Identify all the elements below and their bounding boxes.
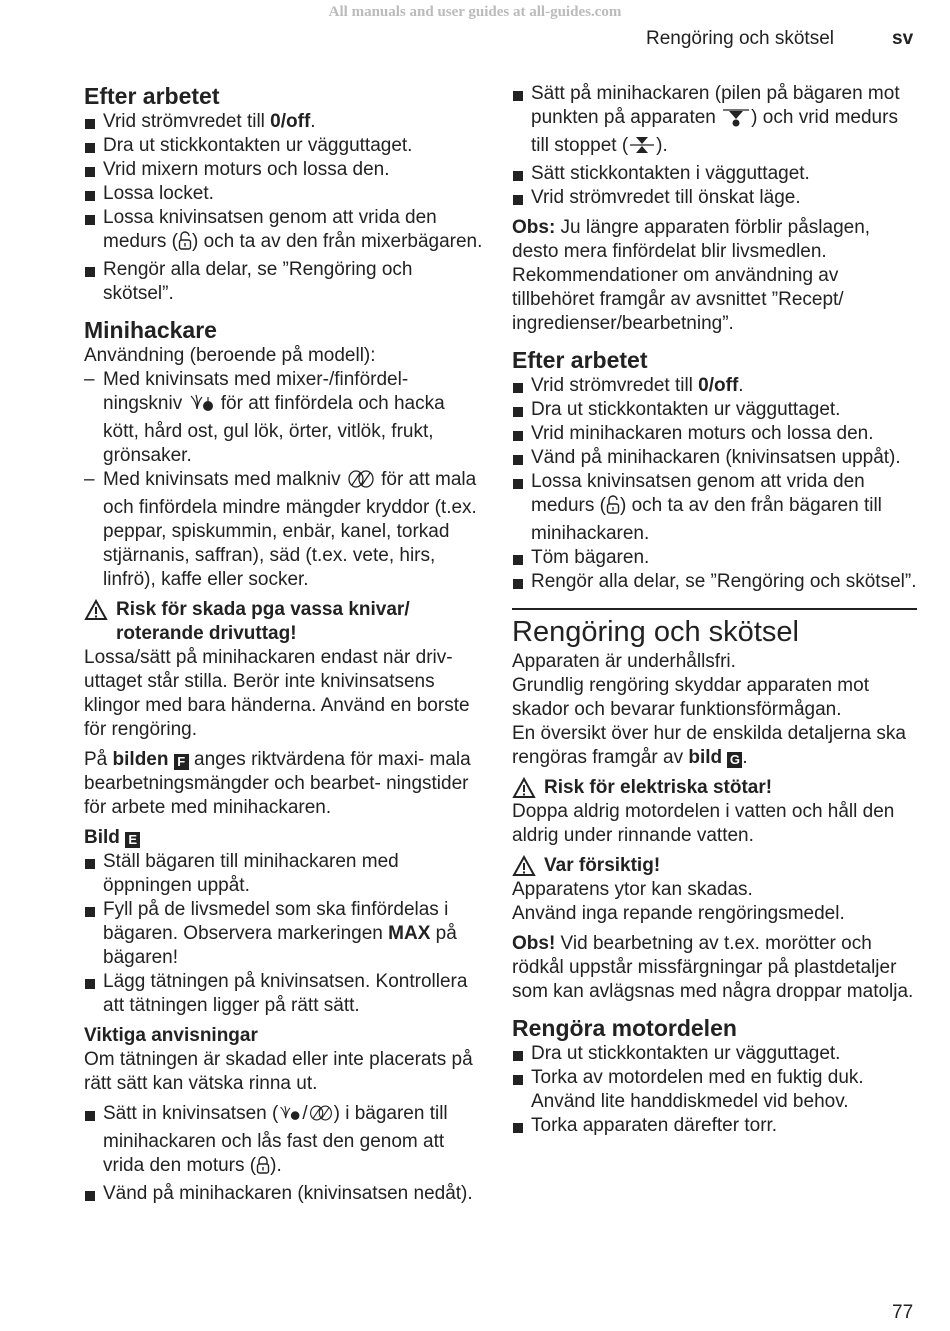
after-work-list-2 — [512, 374, 917, 594]
usage-list — [84, 368, 484, 592]
list-item: Vänd på minihackaren (knivinsatsen uppåt). — [512, 446, 917, 470]
list-item: Vrid strömvredet till önskat läge. — [512, 186, 917, 210]
chopping-blade-icon — [278, 1103, 302, 1130]
right-column — [512, 82, 917, 1138]
section-title-motor-cleaning: Rengöra motordelen — [512, 1015, 737, 1041]
warning-text: Använd inga repande rengöringsmedel. — [512, 903, 845, 924]
list-item: – Med knivinsats med malkniv för att mala och finfördela mindre mängder kryddor (t.ex. peppar, spiskummin, enbär, kanel, torkad stjärnanis, saffran), säd (t.ex. vete, hirs, linfrö), kaffe eller socker. — [84, 468, 484, 592]
warning-sharp-blades: Risk för skada pga vassa knivar/ roterande drivuttag! — [84, 598, 484, 646]
figure-badge: G — [727, 752, 742, 768]
note-paragraph: Obs: Ju längre apparaten förblir påslagen, desto mera finfördelat blir livsmedlen. Rekommendationer om användning av tillbehöret framgår av avsnittet ”Recept/ ingredienser/bearbetning”. — [512, 217, 871, 334]
unlock-icon — [606, 495, 620, 522]
list-item: Sätt stickkontakten i vägguttaget. — [512, 162, 917, 186]
list-item: Töm bägaren. — [512, 546, 917, 570]
list-item: Dra ut stickkontakten ur vägguttaget. — [512, 1042, 917, 1066]
paragraph: Grundlig rengöring skyddar apparaten mot skador och bevarar funktionsförmågan. — [512, 675, 869, 720]
list-item: Torka apparaten därefter torr. — [512, 1114, 917, 1138]
alignment-arrow-icon — [721, 107, 751, 134]
unlock-icon — [178, 231, 192, 258]
paragraph: En översikt över hur de enskilda detaljerna ska rengöras framgår av bild G . — [512, 723, 906, 768]
list-item: Rengör alla delar, se ”Rengöring och skötsel”. — [512, 570, 917, 594]
list-item: Lossa knivinsatsen genom att vrida den medurs ( ) och ta av den från bägaren till minihackaren. — [512, 470, 917, 546]
bild-e-heading: Bild E — [84, 826, 484, 850]
lock-icon — [256, 1155, 270, 1182]
list-item: Dra ut stickkontakten ur vägguttaget. — [84, 134, 484, 158]
section-title-after-work: Efter arbetet — [84, 83, 220, 109]
warning-icon — [512, 777, 536, 806]
note-paragraph: Obs! Vid bearbetning av t.ex. morötter och rödkål uppstår missfärgningar på plastdetaljer som kan avlägsnas med några droppar matolja. — [512, 933, 914, 1002]
list-item: Vrid strömvredet till 0/off. — [84, 110, 484, 134]
bild-f-paragraph: På bilden F anges riktvärdena för maxi- mala bearbetningsmängder och bearbet- ningstider för arbete med minihackaren. — [84, 749, 471, 818]
list-item: Rengör alla delar, se ”Rengöring och skötsel”. — [84, 258, 484, 306]
figure-badge: E — [125, 832, 140, 848]
section-title-after-work-2: Efter arbetet — [512, 347, 648, 373]
left-column — [84, 82, 484, 1206]
warning-text: Apparatens ytor kan skadas. — [512, 879, 753, 900]
page-number: 77 — [892, 1302, 914, 1323]
usage-intro: Användning (beroende på modell): — [84, 345, 376, 366]
warning-text: Lossa/sätt på minihackaren endast när driv- uttaget står stilla. Berör inte knivinsatsens klingor med bara händerna. Använd en borste för rengöring. — [84, 647, 470, 740]
bild-e-list — [84, 850, 484, 1018]
grinding-blade-icon — [308, 1103, 334, 1130]
warning-icon — [512, 855, 536, 884]
list-item: Vrid mixern moturs och lossa den. — [84, 158, 484, 182]
list-item: Dra ut stickkontakten ur vägguttaget. — [512, 398, 917, 422]
warning-electric-shock: Risk för elektriska stötar! — [512, 776, 917, 800]
running-header: Rengöring och skötsel — [646, 28, 834, 49]
attach-list — [512, 82, 917, 210]
list-item: Fyll på de livsmedel som ska finfördelas i bägaren. Observera markeringen MAX på bägaren! — [84, 898, 484, 970]
figure-badge: F — [174, 754, 189, 770]
after-work-list — [84, 110, 484, 306]
warning-caution: Var försiktig! — [512, 854, 917, 878]
paragraph: Apparaten är underhållsfri. — [512, 651, 736, 672]
grinding-blade-icon — [346, 469, 376, 496]
list-item: Vänd på minihackaren (knivinsatsen nedåt). — [84, 1182, 484, 1206]
important-notes-list — [84, 1102, 484, 1206]
list-item: Sätt in knivinsatsen ( / ) i bägaren till minihackaren och lås fast den genom att vrida den moturs ( ). — [84, 1102, 484, 1182]
list-item: Ställ bägaren till minihackaren med öppningen uppåt. — [84, 850, 484, 898]
section-title-cleaning: Rengöring och skötsel — [512, 616, 799, 648]
list-item: Lossa knivinsatsen genom att vrida den medurs ( ) och ta av den från mixerbägaren. — [84, 206, 484, 258]
list-item: – Med knivinsats med mixer-/finfördel- ningskniv för att finfördela och hacka kött, hård ost, gul lök, örter, vitlök, frukt, grönsaker. — [84, 368, 484, 468]
warning-icon — [84, 599, 108, 628]
language-code: sv — [892, 28, 914, 49]
section-title-minihackare: Minihackare — [84, 317, 217, 343]
important-notes-heading: Viktiga anvisningar — [84, 1025, 258, 1046]
list-item: Sätt på minihackaren (pilen på bägaren mot punkten på apparaten ) och vrid medurs till stoppet ( ). — [512, 82, 917, 162]
list-item: Vrid strömvredet till 0/off. — [512, 374, 917, 398]
important-notes-text: Om tätningen är skadad eller inte placerats på rätt sätt kan vätska rinna ut. — [84, 1049, 473, 1094]
list-item: Lossa locket. — [84, 182, 484, 206]
list-item: Lägg tätningen på knivinsatsen. Kontrollera att tätningen ligger på rätt sätt. — [84, 970, 484, 1018]
motor-cleaning-list — [512, 1042, 917, 1138]
list-item: Torka av motordelen med en fuktig duk. Använd lite handdiskmedel vid behov. — [512, 1066, 917, 1114]
chopping-blade-icon — [188, 393, 216, 420]
stop-position-icon — [628, 135, 656, 162]
site-banner: All manuals and user guides at all-guides.com — [328, 4, 622, 20]
warning-text: Doppa aldrig motordelen i vatten och håll den aldrig under rinnande vatten. — [512, 801, 895, 846]
list-item: Vrid minihackaren moturs och lossa den. — [512, 422, 917, 446]
